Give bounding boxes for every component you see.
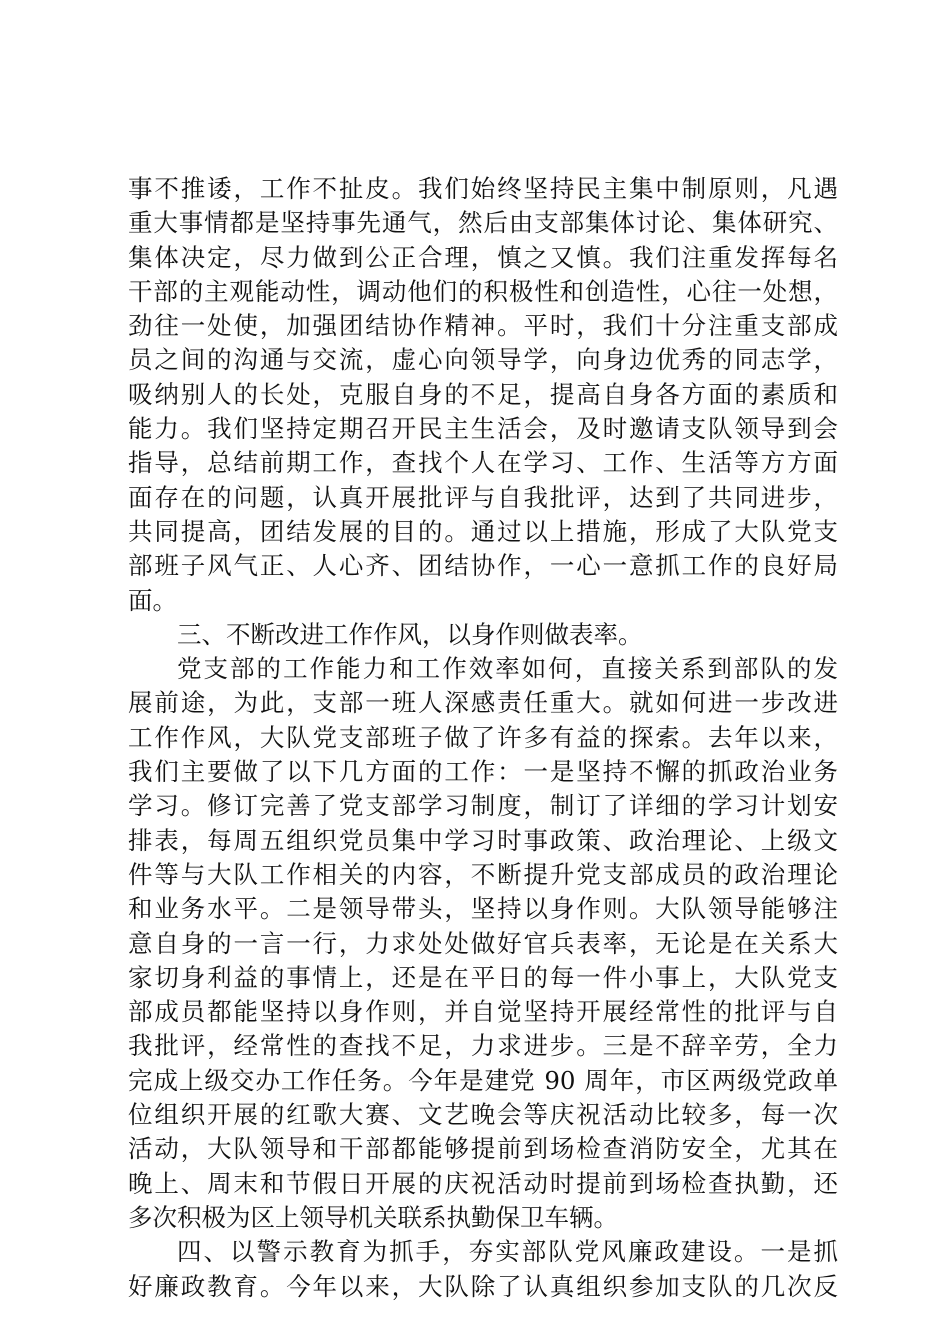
text-line: 活动，大队领导和干部都能够提前到场检查消防安全，尤其在: [128, 1134, 838, 1164]
text-line: 劲往一处使，加强团结协作精神。平时，我们十分注重支部成: [128, 311, 838, 341]
text-line: 和业务水平。二是领导带头，坚持以身作则。大队领导能够注: [128, 894, 838, 924]
text-line: 四、以警示教育为抓手，夯实部队党风廉政建设。一是抓: [177, 1237, 838, 1267]
text-line: 党支部的工作能力和工作效率如何，直接关系到部队的发: [177, 654, 838, 684]
text-line: 学习。修订完善了党支部学习制度，制订了详细的学习计划安: [128, 791, 838, 821]
document-body: [128, 172, 838, 1304]
text-line: 吸纳别人的长处，克服自身的不足，提高自身各方面的素质和: [128, 379, 838, 409]
text-line: 部班子风气正、人心齐、团结协作，一心一意抓工作的良好局: [128, 551, 838, 581]
text-line: 家切身利益的事情上，还是在平日的每一件小事上，大队党支: [128, 962, 838, 992]
text-line: 位组织开展的红歌大赛、文艺晚会等庆祝活动比较多，每一次: [128, 1100, 838, 1130]
text-line: 能力。我们坚持定期召开民主生活会，及时邀请支队领导到会: [128, 414, 838, 444]
text-line: 面存在的问题，认真开展批评与自我批评，达到了共同进步，: [128, 482, 838, 512]
text-line: 我批评，经常性的查找不足，力求进步。三是不辞辛劳，全力: [128, 1031, 838, 1061]
text-line: 完成上级交办工作任务。今年是建党 90 周年，市区两级党政单: [128, 1065, 838, 1095]
text-line: 指导，总结前期工作，查找个人在学习、工作、生活等方方面: [128, 448, 838, 478]
text-line: 集体决定，尽力做到公正合理，慎之又慎。我们注重发挥每名: [128, 242, 838, 272]
text-line: 排表，每周五组织党员集中学习时事政策、政治理论、上级文: [128, 825, 838, 855]
text-line: 重大事情都是坚持事先通气，然后由支部集体讨论、集体研究、: [128, 208, 838, 238]
text-line: 事不推诿，工作不扯皮。我们始终坚持民主集中制原则，凡遇: [128, 174, 838, 203]
text-line: 干部的主观能动性，调动他们的积极性和创造性，心往一处想，: [128, 276, 838, 306]
text-line: 员之间的沟通与交流，虚心向领导学，向身边优秀的同志学，: [128, 345, 838, 375]
text-line: 部成员都能坚持以身作则，并自觉坚持开展经常性的批评与自: [128, 997, 838, 1027]
text-line: 件等与大队工作相关的内容，不断提升党支部成员的政治理论: [128, 859, 838, 889]
text-line: 好廉政教育。今年以来，大队除了认真组织参加支队的几次反: [128, 1271, 838, 1301]
text-line: 工作作风，大队党支部班子做了许多有益的探索。去年以来，: [128, 722, 838, 752]
text-line: 三、不断改进工作作风，以身作则做表率。: [177, 619, 643, 649]
text-line: 共同提高，团结发展的目的。通过以上措施，形成了大队党支: [128, 516, 838, 546]
text-line: 我们主要做了以下几方面的工作：一是坚持不懈的抓政治业务: [128, 757, 838, 787]
text-line: 面。: [128, 585, 177, 615]
text-line: 意自身的一言一行，力求处处做好官兵表率，无论是在关系大: [128, 928, 838, 958]
text-line: 晚上、周末和节假日开展的庆祝活动时提前到场检查执勤，还: [128, 1168, 838, 1198]
text-line: 多次积极为区上领导机关联系执勤保卫车辆。: [128, 1202, 618, 1232]
text-line: 展前途，为此，支部一班人深感责任重大。就如何进一步改进: [128, 688, 838, 718]
